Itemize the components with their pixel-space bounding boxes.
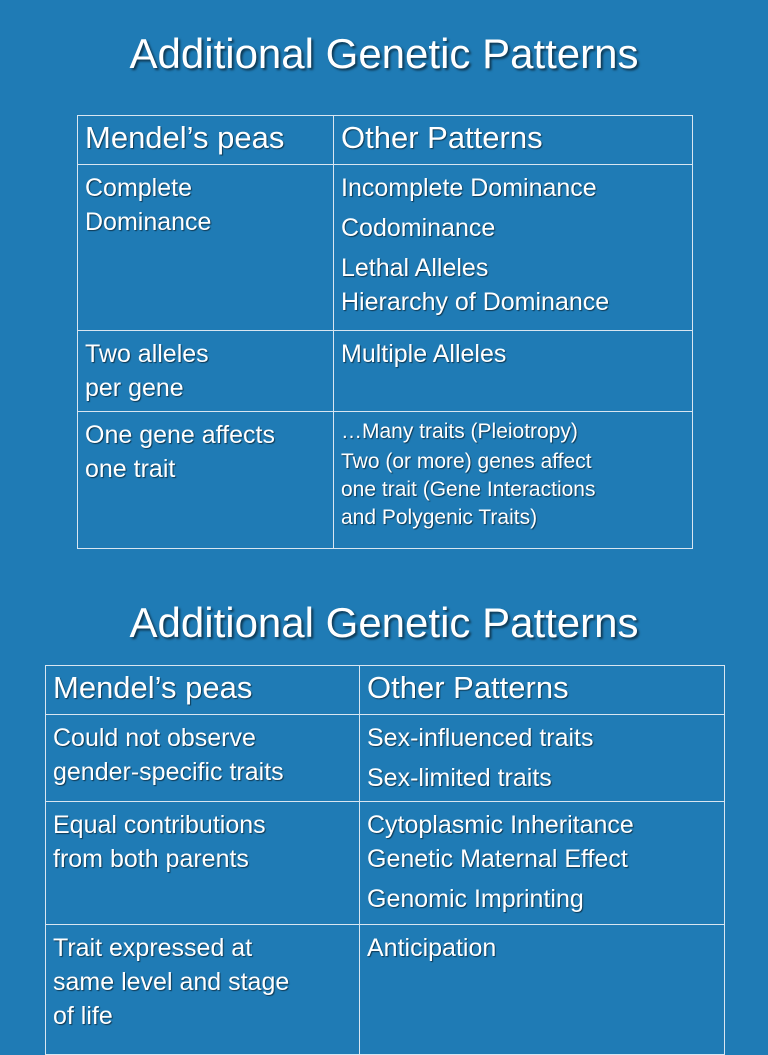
cell-line: Hierarchy of Dominance: [341, 288, 610, 316]
pattern-item: [367, 808, 717, 876]
cell-line: one trait: [85, 455, 176, 483]
cell-mendel: [46, 802, 360, 925]
table-row: [46, 802, 725, 925]
header-other-patterns: Other Patterns: [334, 116, 693, 165]
pattern-item: [341, 418, 685, 446]
table-header-row: [78, 116, 693, 165]
cell-other: [360, 802, 725, 925]
table-row: [46, 715, 725, 802]
pattern-item: [341, 211, 685, 245]
table-row: [46, 925, 725, 1055]
cell-line: Two (or more) genes affect: [341, 450, 592, 473]
cell-line: One gene affects: [85, 421, 275, 449]
cell-line: Lethal Alleles: [341, 254, 489, 282]
cell-other: [334, 331, 693, 412]
header-other-patterns: Other Patterns: [360, 666, 725, 715]
cell-other: [360, 925, 725, 1055]
cell-mendel: [78, 412, 334, 549]
cell-line: Cytoplasmic Inheritance: [367, 811, 634, 839]
cell-line: and Polygenic Traits): [341, 506, 538, 529]
cell-line: gender-specific traits: [53, 758, 284, 786]
cell-mendel: [46, 715, 360, 802]
cell-line: of life: [53, 1002, 113, 1030]
cell-line: Genomic Imprinting: [367, 885, 584, 913]
cell-other: [360, 715, 725, 802]
cell-line: Sex-limited traits: [367, 764, 552, 792]
pattern-item: [341, 171, 685, 205]
cell-line: from both parents: [53, 845, 249, 873]
cell-line: Two alleles: [85, 340, 209, 368]
cell-mendel: [46, 925, 360, 1055]
patterns-table: [45, 665, 725, 1055]
pattern-item: [367, 882, 717, 916]
cell-line: Anticipation: [367, 934, 497, 962]
pattern-item: [367, 761, 717, 795]
header-mendels-peas: Mendel’s peas: [46, 666, 360, 715]
cell-line: Genetic Maternal Effect: [367, 845, 628, 873]
cell-line: one trait (Gene Interactions: [341, 478, 596, 501]
table-row: [78, 412, 693, 549]
slide-2: [0, 570, 768, 1030]
pattern-item: [341, 337, 685, 371]
slide-title: Additional Genetic Patterns: [129, 30, 639, 77]
pattern-item: [341, 448, 685, 532]
cell-line: Codominance: [341, 214, 496, 242]
table-header-row: [46, 666, 725, 715]
pattern-item: [367, 931, 717, 965]
header-mendels-peas: Mendel’s peas: [78, 116, 334, 165]
cell-line: Complete: [85, 174, 192, 202]
cell-line: Multiple Alleles: [341, 340, 507, 368]
pattern-item: [341, 251, 685, 319]
cell-line: same level and stage: [53, 968, 290, 996]
patterns-table: [77, 115, 693, 549]
cell-line: Sex-influenced traits: [367, 724, 594, 752]
cell-line: …Many traits (Pleiotropy): [341, 420, 578, 443]
cell-mendel: [78, 331, 334, 412]
pattern-item: [367, 721, 717, 755]
cell-other: [334, 165, 693, 331]
cell-line: Equal contributions: [53, 811, 266, 839]
slide-title: Additional Genetic Patterns: [129, 599, 639, 646]
cell-line: Dominance: [85, 208, 212, 236]
table-row: [78, 331, 693, 412]
cell-line: Could not observe: [53, 724, 256, 752]
cell-line: Incomplete Dominance: [341, 174, 597, 202]
cell-line: per gene: [85, 374, 184, 402]
cell-other: [334, 412, 693, 549]
table-row: [78, 165, 693, 331]
cell-line: Trait expressed at: [53, 934, 253, 962]
cell-mendel: [78, 165, 334, 331]
